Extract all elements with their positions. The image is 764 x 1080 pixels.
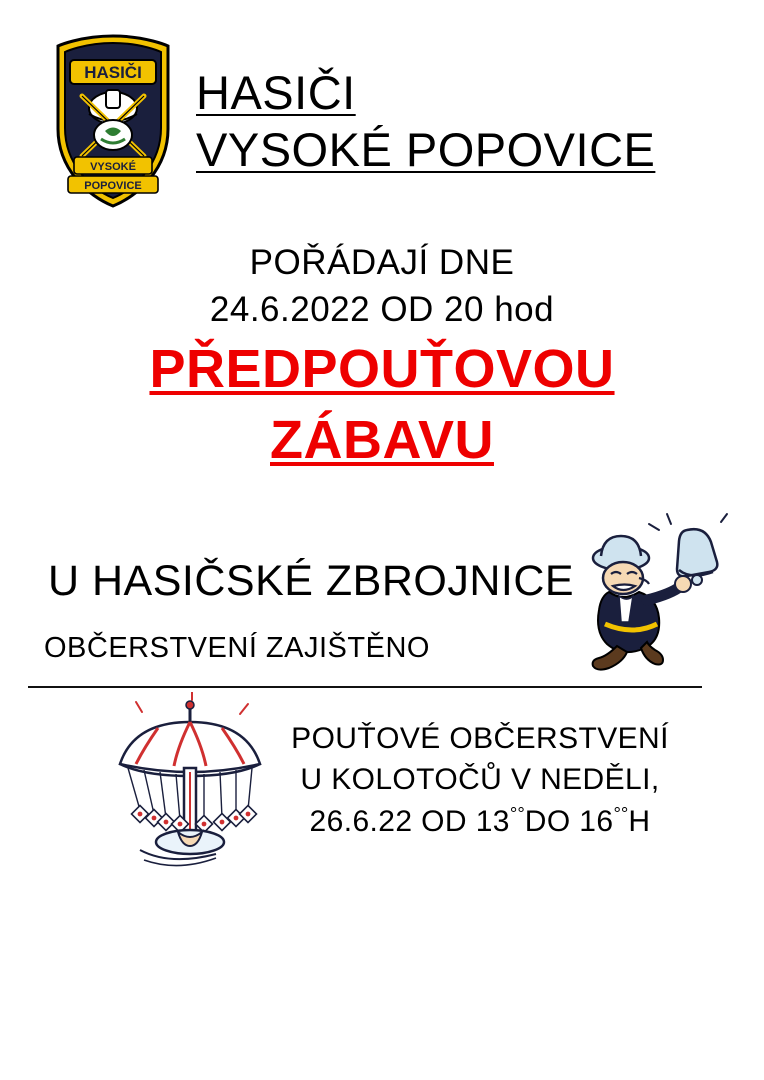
poster-main-text [0, 240, 764, 475]
event-line-2: ZÁBAVU [270, 410, 494, 471]
poster-header [0, 34, 764, 209]
footer-time-sup-1: °° [509, 802, 525, 824]
title-line-2: VYSOKÉ POPOVICE [196, 123, 656, 177]
footer-time-mid: DO 16 [524, 804, 614, 838]
footer-time-sup-2: °° [613, 802, 629, 824]
footer-line-1: POUŤOVÉ OBČERSTVENÍ [291, 722, 669, 755]
footer-line-3 [255, 801, 705, 842]
footer-line-2: U KOLOTOČŮ V NEDĚLI, [300, 763, 660, 797]
svg-text:VYSOKÉ: VYSOKÉ [90, 161, 136, 173]
place-line: U HASIČSKÉ ZBROJNICE [48, 557, 575, 605]
carousel-ride-icon [100, 692, 280, 872]
footer-time-prefix: 26.6.22 OD 13 [309, 804, 510, 838]
fireman-with-bell-icon [575, 512, 735, 672]
svg-text:POPOVICE: POPOVICE [84, 180, 142, 192]
poster-footer-text [255, 718, 705, 842]
poster-title-block [196, 34, 655, 179]
title-line-1: HASIČI [196, 66, 356, 119]
fire-brigade-badge-icon [48, 34, 178, 209]
section-divider [28, 686, 702, 688]
event-line-1: PŘEDPOUŤOVOU [149, 338, 615, 399]
svg-text:HASIČI: HASIČI [84, 63, 142, 82]
footer-time-suffix: H [628, 804, 651, 838]
organize-line: POŘÁDAJÍ DNE [249, 243, 515, 282]
date-line: 24.6.2022 OD 20 hod [209, 289, 555, 329]
refreshments-line: OBČERSTVENÍ ZAJIŠTĚNO [44, 632, 430, 664]
